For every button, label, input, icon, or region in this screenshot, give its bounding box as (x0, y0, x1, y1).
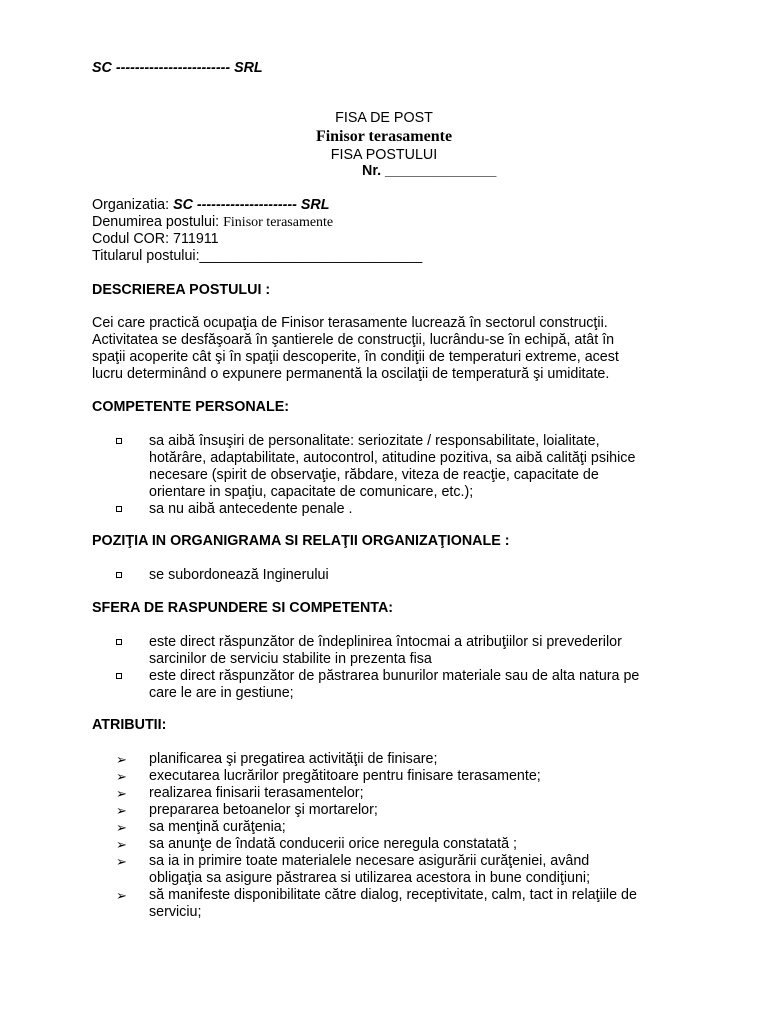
arrow-bullet-icon: ➢ (116, 854, 127, 869)
title-fisa-de-post: FISA DE POST (335, 110, 433, 126)
section-heading-descriere: DESCRIEREA POSTULUI : (92, 282, 271, 298)
pozitia-list (116, 567, 329, 584)
company-header: SC ------------------------ SRL (92, 60, 263, 76)
descriere-paragraph (92, 315, 682, 383)
arrow-bullet-icon: ➢ (116, 769, 127, 784)
square-bullet-icon (116, 639, 122, 645)
list-item: ➢ executarea lucrărilor pregătitoare pentru finisare terasamente; (116, 768, 541, 784)
organization-value: SC --------------------- SRL (173, 197, 330, 213)
list-item: ➢ planificarea şi pregatirea activităţii de finisare; (116, 751, 438, 767)
arrow-bullet-icon: ➢ (116, 803, 127, 818)
title-job-name: Finisor terasamente (315, 128, 453, 145)
section-heading-pozitia: POZIŢIA IN ORGANIGRAMA SI RELAŢII ORGANIZAŢIONALE : (92, 533, 510, 549)
list-item: ➢ sa menţină curăţenia; (116, 819, 286, 835)
section-heading-sfera: SFERA DE RASPUNDERE SI COMPETENTA: (92, 600, 394, 616)
arrow-bullet-icon: ➢ (116, 752, 127, 767)
square-bullet-icon (116, 673, 122, 679)
list-item: ➢ prepararea betoanelor şi mortarelor; (116, 802, 378, 818)
document-number: Nr. ______________ (362, 163, 497, 179)
arrow-bullet-icon: ➢ (116, 820, 127, 835)
descriere-line: Cei care practică ocupaţia de Finisor terasamente lucrează în sectorul construcţii. (92, 315, 608, 331)
arrow-bullet-icon: ➢ (116, 888, 127, 903)
section-heading-competente: COMPETENTE PERSONALE: (92, 399, 289, 415)
list-item: se subordonează Inginerului (116, 567, 329, 584)
holder-value: ____________________________ (199, 248, 423, 264)
sfera-list (116, 634, 639, 702)
job-title-value: Finisor terasamente (223, 215, 334, 230)
square-bullet-icon (116, 438, 122, 444)
descriere-line: spaţii acoperite cât şi în spaţii descoperite, în condiţii de temperaturi extreme, acest (92, 349, 619, 365)
holder-line (92, 248, 422, 265)
cor-code-line (92, 231, 219, 248)
competente-list (116, 433, 635, 518)
descriere-line: Activitatea se desfăşoară în şantierele de construcţii, lucrându-se în echipă, atât în (92, 332, 615, 348)
arrow-bullet-icon: ➢ (116, 837, 127, 852)
organization-line (92, 197, 329, 214)
list-item: ➢ sa anunţe de îndată conducerii orice neregula constatată ; (116, 836, 517, 852)
list-item: ➢ să manifeste disponibilitate către dialog, receptivitate, calm, tact in relaţiile de serviciu; (116, 887, 637, 920)
atributii-list (116, 751, 637, 921)
holder-label: Titularul postului: (92, 248, 200, 264)
list-item: sa aibă însuşiri de personalitate: seriozitate / responsabilitate, loialitate, hotărâre, adaptabilitate, autocontrol, atitudine pozitiva, sa aibă calităţi psihice necesare (spirit de observaţie, răbdare, viteza de reacţie, capacitate de orientare in spaţiu, capacitate de comunicare, etc.); (116, 433, 635, 501)
descriere-line: lucru determinând o expunere permanentă la oscilaţii de temperatură şi umiditate. (92, 366, 610, 382)
job-title-line (92, 214, 333, 231)
cor-code-value: 711911 (173, 231, 219, 247)
arrow-bullet-icon: ➢ (116, 786, 127, 801)
list-item: ➢ sa ia in primire toate materialele necesare asigurării curăţeniei, având obligaţia sa asigure păstrarea si utilizarea acestora in bune condiţiuni; (116, 853, 591, 886)
list-item: ➢ realizarea finisarii terasamentelor; (116, 785, 364, 801)
square-bullet-icon (116, 572, 122, 578)
job-title-label: Denumirea postului: (92, 214, 224, 230)
title-fisa-postului: FISA POSTULUI (330, 147, 438, 163)
list-item: sa nu aibă antecedente penale . (116, 501, 635, 518)
cor-code-label: Codul COR: (92, 231, 174, 247)
square-bullet-icon (116, 506, 122, 512)
list-item: este direct răspunzător de îndeplinirea întocmai a atribuţiilor si prevederilor sarcinilor de serviciu stabilite in prezenta fisa (116, 634, 639, 668)
section-heading-atributii: ATRIBUTII: (92, 717, 167, 733)
organization-label: Organizatia: (92, 197, 174, 213)
list-item: este direct răspunzător de păstrarea bunurilor materiale sau de alta natura pe care le are in gestiune; (116, 668, 639, 702)
